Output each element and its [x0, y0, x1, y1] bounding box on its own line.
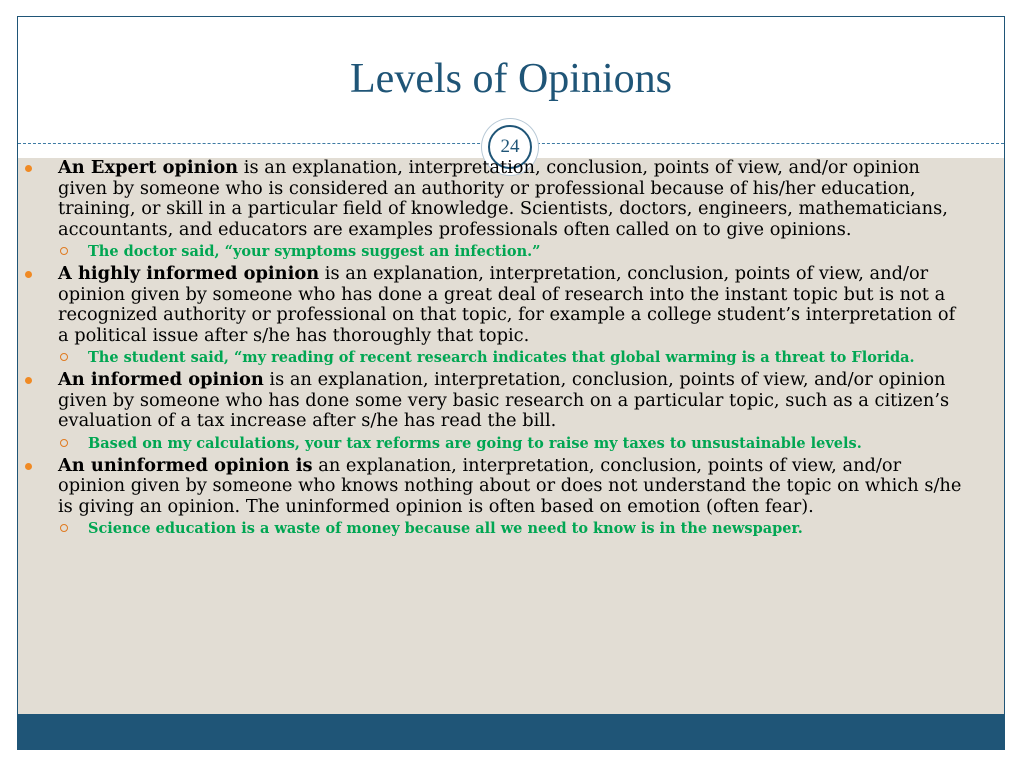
bullet-expert-opinion	[22, 158, 962, 240]
hollow-circle-icon	[60, 247, 68, 255]
bullet-term: An informed opinion	[58, 369, 264, 390]
bullet-text: is an explanation, interpretation, conclusion, points of view, and/or opinion given by someone who has done a great deal of research into the instant topic but is not a recognized authority or professional on that topic, for example a college student’s interpretation of a political issue after s/he has thoroughly that topic.	[58, 263, 956, 346]
bullet-dot-icon	[25, 463, 32, 470]
hollow-circle-icon	[60, 353, 68, 361]
bullet-text: is an explanation, interpretation, conclusion, points of view, and/or opinion given by someone who has done some very basic research on a particular topic, such as a citizen’s evaluation of a tax increase after s/he has read the bill.	[58, 369, 950, 431]
bullet-dot-icon	[25, 377, 32, 384]
page-number: 24	[488, 125, 532, 169]
bullet-term: An uninformed opinion is	[58, 454, 313, 476]
example-text: Based on my calculations, your tax reforms are going to raise my taxes to unsustainable levels.	[88, 434, 862, 452]
bullet-text: an explanation, interpretation, conclusion, points of view, and/or opinion given by someone who knows nothing about or does not understand the topic on which s/he is giving an opinion. The uninformed opinion is often based on emotion (often fear).	[58, 454, 962, 517]
bullet-dot-icon	[25, 165, 32, 172]
bullet-dot-icon	[25, 271, 32, 278]
bullet-informed-opinion	[22, 370, 962, 432]
footer-bar	[18, 714, 1004, 749]
hollow-circle-icon	[60, 439, 68, 447]
example-text: The student said, “my reading of recent research indicates that global warming is a threat to Florida.	[88, 349, 915, 366]
bullet-term: An Expert opinion	[58, 157, 239, 178]
bullet-uninformed-opinion	[22, 456, 962, 518]
example-uninformed-opinion	[22, 520, 962, 537]
example-text: The doctor said, “your symptoms suggest an infection.”	[88, 243, 541, 260]
slide-title: Levels of Opinions	[350, 56, 672, 102]
bullet-list	[22, 158, 962, 541]
bullet-text: is an explanation, interpretation, conclusion, points of view, and/or opinion given by someone who is considered an authority or professional because of his/her education, training, or skill in a particular field of knowledge. Scientists, doctors, engineers, mathematicians, accountants, and educators are examples professionals often called on to give opinions.	[58, 157, 948, 240]
bullet-highly-informed-opinion	[22, 264, 962, 346]
hollow-circle-icon	[60, 524, 68, 532]
example-highly-informed-opinion	[22, 349, 962, 366]
example-informed-opinion	[22, 435, 962, 452]
example-expert-opinion	[22, 243, 962, 260]
bullet-term: A highly informed opinion	[58, 263, 320, 284]
example-text: Science education is a waste of money because all we need to know is in the newspaper.	[88, 520, 803, 537]
